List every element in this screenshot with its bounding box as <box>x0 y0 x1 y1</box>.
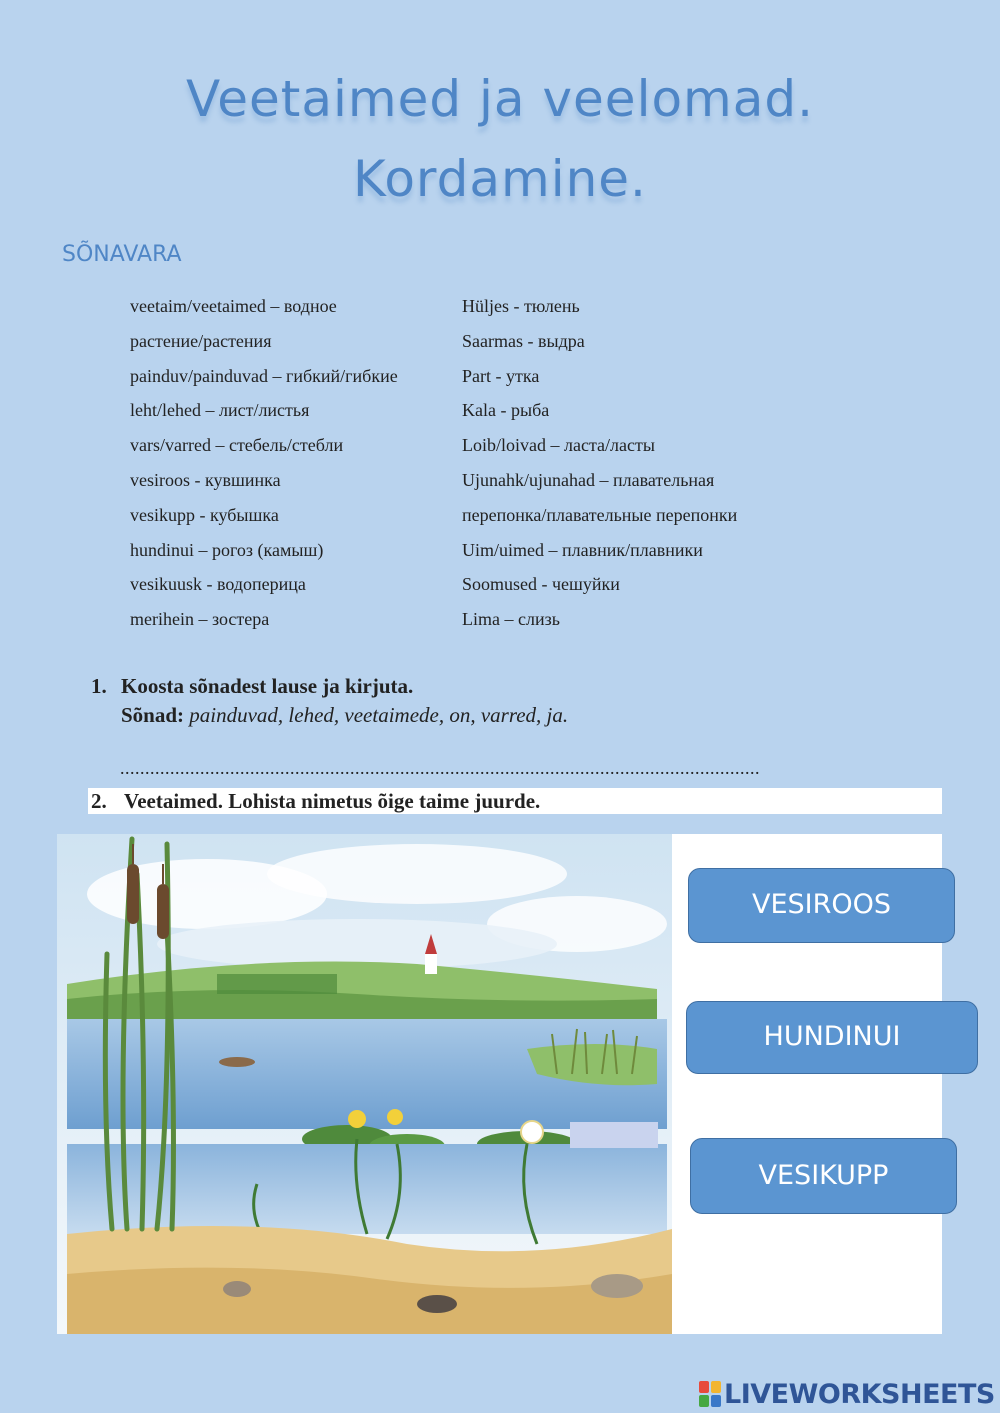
vocabulary-left-column <box>130 289 450 637</box>
vocab-entry: растение/растения <box>130 330 272 351</box>
liveworksheets-logo-icon <box>698 1380 722 1408</box>
vocab-entry: Ujunahk/ujunahad – плавательная <box>462 469 715 490</box>
task2-header <box>88 788 942 814</box>
vocab-entry: vesikupp - кубышка <box>130 504 279 525</box>
vocab-entry: перепонка/плавательные перепонки <box>462 504 738 525</box>
task2-instruction: Veetaimed. Lohista nimetus õige taime juurde. <box>124 789 541 813</box>
task1-instruction: Koosta sõnadest lause ja kirjuta. <box>121 674 414 698</box>
vocab-entry: Lima – слизь <box>462 609 560 630</box>
vocab-entry: Part - утка <box>462 365 540 386</box>
vocabulary-right-column <box>462 289 822 637</box>
vocab-entry: hundinui – рогоз (камыш) <box>130 539 324 560</box>
vocabulary-heading: SÕNAVARA <box>62 242 182 267</box>
vocab-entry: vesikuusk - водоперица <box>130 574 306 595</box>
task2-number: 2. <box>91 789 107 813</box>
vocab-entry: vars/varred – стебель/стебли <box>130 435 344 456</box>
draggable-label-hundinui[interactable]: HUNDINUI <box>686 1001 978 1074</box>
task1-answer-field[interactable]: ................................................................................................................................ <box>120 758 760 778</box>
task1-number: 1. <box>91 674 107 698</box>
task1-words-label: Sõnad: <box>121 703 185 727</box>
worksheet-title-line1: Veetaimed ja veelomad. <box>185 70 815 128</box>
vocab-entry: merihein – зостера <box>130 609 270 630</box>
vocab-entry: vesiroos - кувшинка <box>130 469 281 490</box>
vocab-entry: Kala - рыба <box>462 400 550 421</box>
vocab-entry: Uim/uimed – плавник/плавники <box>462 539 703 560</box>
pond-illustration <box>57 834 672 1334</box>
vocab-entry: painduv/painduvad – гибкий/гибкие <box>130 365 398 386</box>
vocab-entry: Hüljes - тюлень <box>462 296 580 316</box>
vocab-entry: Saarmas - выдра <box>462 330 585 351</box>
vocab-entry: Loib/loivad – ласта/ласты <box>462 435 655 456</box>
worksheet-title-line2: Kordamine. <box>353 150 647 208</box>
task1-words: painduvad, lehed, veetaimede, on, varred, ja. <box>189 703 569 727</box>
draggable-label-vesikupp[interactable]: VESIKUPP <box>690 1138 957 1214</box>
liveworksheets-brand: LIVEWORKSHEETS <box>724 1378 995 1410</box>
label-drop-target[interactable] <box>570 1122 658 1148</box>
vocab-entry: Soomused - чешуйки <box>462 574 620 595</box>
draggable-label-vesiroos[interactable]: VESIROOS <box>688 868 955 943</box>
task1 <box>91 672 568 730</box>
vocab-entry: leht/lehed – лист/листья <box>130 400 310 421</box>
vocab-entry: veetaim/veetaimed – водное <box>130 296 337 316</box>
liveworksheets-logo <box>698 1378 995 1410</box>
